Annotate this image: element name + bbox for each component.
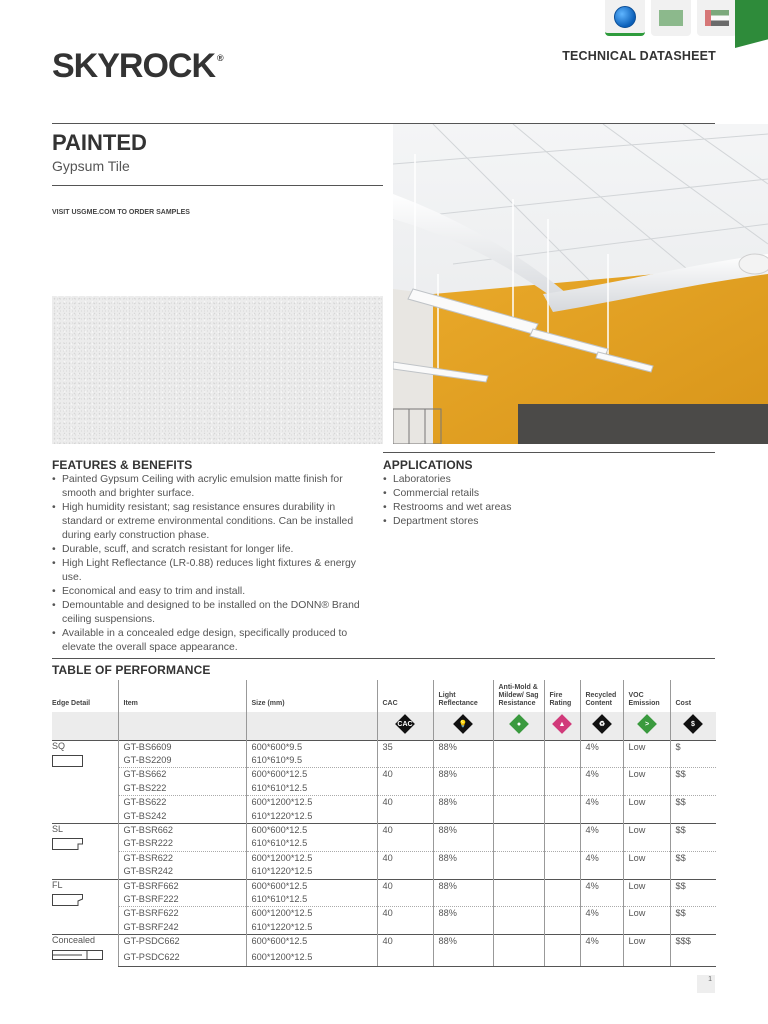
cell-item: GT-BSR662 xyxy=(118,823,246,837)
fire-icon-glyph: ▲ xyxy=(558,720,566,728)
cell-size: 610*610*9.5 xyxy=(246,754,377,768)
col-cost: Cost xyxy=(670,680,716,712)
edge-detail-cell xyxy=(52,740,118,823)
cell-item: GT-BSRF242 xyxy=(118,921,246,935)
cell-cac xyxy=(377,837,433,851)
cell-recycled xyxy=(580,837,623,851)
table-row xyxy=(52,754,716,768)
cell-mold xyxy=(493,796,544,810)
cell-cac: 40 xyxy=(377,823,433,837)
cell-fire xyxy=(544,851,580,865)
cell-cost xyxy=(670,951,716,967)
cell-cost xyxy=(670,893,716,907)
cell-fire xyxy=(544,921,580,935)
cell-size: 600*600*12.5 xyxy=(246,768,377,782)
cell-recycled: 4% xyxy=(580,740,623,754)
cell-recycled: 4% xyxy=(580,907,623,921)
cell-item: GT-BSR622 xyxy=(118,851,246,865)
table-row xyxy=(52,921,716,935)
cell-voc xyxy=(623,951,670,967)
cell-item: GT-BS662 xyxy=(118,768,246,782)
table-row xyxy=(52,740,716,754)
cac-icon xyxy=(395,714,415,734)
cell-light xyxy=(433,782,493,796)
col-size: Size (mm) xyxy=(246,680,377,712)
list-item: • Restrooms and wet areas xyxy=(383,501,683,515)
cell-voc xyxy=(623,837,670,851)
list-item: • Laboratories xyxy=(383,473,683,487)
table-row xyxy=(52,768,716,782)
cell-recycled xyxy=(580,865,623,879)
cell-recycled xyxy=(580,782,623,796)
cell-cost: $$ xyxy=(670,879,716,893)
registered-mark: ® xyxy=(217,53,223,63)
cell-cac: 40 xyxy=(377,768,433,782)
cell-mold xyxy=(493,837,544,851)
cell-item: GT-BS222 xyxy=(118,782,246,796)
cell-mold xyxy=(493,951,544,967)
edge-detail-label: SL xyxy=(52,823,64,834)
cell-cac xyxy=(377,865,433,879)
table-row xyxy=(52,796,716,810)
table-row xyxy=(52,782,716,796)
cell-voc: Low xyxy=(623,740,670,754)
cell-fire xyxy=(544,879,580,893)
cell-fire xyxy=(544,907,580,921)
cell-fire xyxy=(544,810,580,824)
edge-profile-icon xyxy=(52,754,116,772)
cac-icon-glyph: CAC xyxy=(397,720,413,728)
cell-cost xyxy=(670,782,716,796)
document-type: TECHNICAL DATASHEET xyxy=(562,49,716,63)
cell-recycled: 4% xyxy=(580,879,623,893)
list-item: • High humidity resistant; sag resistance ensures durability in standard or extreme environmental conditions. Can be installed during early construction phase. xyxy=(52,501,378,543)
light-bulb-icon-glyph: 💡 xyxy=(458,720,468,728)
cell-voc: Low xyxy=(623,851,670,865)
table-row xyxy=(52,837,716,851)
cell-fire xyxy=(544,893,580,907)
cell-size: 610*1220*12.5 xyxy=(246,810,377,824)
cell-mold xyxy=(493,851,544,865)
cell-recycled xyxy=(580,810,623,824)
applications-list xyxy=(383,473,683,529)
cell-recycled: 4% xyxy=(580,796,623,810)
cell-recycled: 4% xyxy=(580,823,623,837)
cell-mold xyxy=(493,754,544,768)
recycle-icon-glyph: ♻ xyxy=(598,720,605,728)
cell-fire xyxy=(544,837,580,851)
edge-detail-cell xyxy=(52,823,118,879)
cell-item: GT-PSDC622 xyxy=(118,951,246,967)
cell-recycled xyxy=(580,893,623,907)
cell-item: GT-BS2209 xyxy=(118,754,246,768)
cell-fire xyxy=(544,865,580,879)
language-uae-button[interactable] xyxy=(697,0,737,36)
cell-recycled xyxy=(580,951,623,967)
table-row xyxy=(52,810,716,824)
cost-icon-glyph: $ xyxy=(691,720,696,728)
cell-item: GT-BSRF622 xyxy=(118,907,246,921)
cell-fire xyxy=(544,823,580,837)
cell-mold xyxy=(493,823,544,837)
col-item: Item xyxy=(118,680,246,712)
cell-light xyxy=(433,754,493,768)
cell-size: 610*1220*12.5 xyxy=(246,921,377,935)
cell-cac xyxy=(377,754,433,768)
cell-cost: $$ xyxy=(670,907,716,921)
page-number: 1 xyxy=(697,975,715,993)
cell-item: GT-BSR222 xyxy=(118,837,246,851)
cell-cost: $$ xyxy=(670,851,716,865)
divider xyxy=(383,452,715,453)
mold-resistance-icon xyxy=(509,714,529,734)
cell-mold xyxy=(493,935,544,951)
recycle-icon xyxy=(592,714,612,734)
divider xyxy=(52,658,715,659)
col-recycled-content: Recycled Content xyxy=(580,680,623,712)
language-switcher xyxy=(605,0,737,36)
cost-icon xyxy=(683,714,703,734)
cell-light: 88% xyxy=(433,907,493,921)
cell-size: 600*1200*12.5 xyxy=(246,907,377,921)
cell-light xyxy=(433,865,493,879)
cell-size: 610*1220*12.5 xyxy=(246,865,377,879)
light-bulb-icon xyxy=(453,714,473,734)
edge-detail-label: Concealed xyxy=(52,935,96,946)
saudi-flag-icon xyxy=(659,10,683,26)
cell-light: 88% xyxy=(433,851,493,865)
table-row xyxy=(52,879,716,893)
cell-recycled: 4% xyxy=(580,768,623,782)
cell-mold xyxy=(493,865,544,879)
cell-light: 88% xyxy=(433,740,493,754)
cell-light xyxy=(433,951,493,967)
edge-detail-cell xyxy=(52,879,118,935)
cell-mold xyxy=(493,810,544,824)
cell-cac xyxy=(377,810,433,824)
cell-voc: Low xyxy=(623,823,670,837)
cell-cac xyxy=(377,921,433,935)
cell-cost xyxy=(670,754,716,768)
cell-voc xyxy=(623,921,670,935)
cell-voc: Low xyxy=(623,796,670,810)
table-header-row xyxy=(52,680,716,712)
logo-text: SKYROCK xyxy=(52,47,216,85)
col-edge-detail: Edge Detail xyxy=(52,700,91,707)
list-item: • Department stores xyxy=(383,515,683,529)
performance-heading: TABLE OF PERFORMANCE xyxy=(52,663,211,677)
cell-item: GT-BS242 xyxy=(118,810,246,824)
cell-recycled xyxy=(580,921,623,935)
cell-item: GT-BSRF662 xyxy=(118,879,246,893)
col-cac: CAC xyxy=(377,680,433,712)
cell-cost xyxy=(670,810,716,824)
cell-fire xyxy=(544,951,580,967)
cell-voc: Low xyxy=(623,935,670,951)
cell-light: 88% xyxy=(433,879,493,893)
fire-icon xyxy=(552,714,572,734)
cell-fire xyxy=(544,796,580,810)
list-item: • Commercial retails xyxy=(383,487,683,501)
table-row xyxy=(52,823,716,837)
cell-cac xyxy=(377,782,433,796)
cell-light: 88% xyxy=(433,935,493,951)
cell-cac: 40 xyxy=(377,935,433,951)
cell-voc xyxy=(623,810,670,824)
cell-size: 600*600*12.5 xyxy=(246,935,377,951)
edge-profile-icon xyxy=(52,893,116,911)
icon-row xyxy=(52,712,716,740)
cell-voc: Low xyxy=(623,879,670,893)
table-row xyxy=(52,935,716,951)
list-item: • High Light Reflectance (LR-0.88) reduces light fixtures & energy use. xyxy=(52,557,378,585)
cell-light: 88% xyxy=(433,796,493,810)
cell-size: 610*610*12.5 xyxy=(246,893,377,907)
edge-detail-label: FL xyxy=(52,879,63,890)
col-light-reflectance: Light Reflectance xyxy=(433,680,493,712)
cell-mold xyxy=(493,768,544,782)
table-row xyxy=(52,907,716,921)
cell-voc: Low xyxy=(623,907,670,921)
features-list xyxy=(52,473,378,655)
cell-cac: 40 xyxy=(377,851,433,865)
cell-light xyxy=(433,810,493,824)
cell-cost xyxy=(670,837,716,851)
cell-item: GT-BSR242 xyxy=(118,865,246,879)
edge-profile-icon xyxy=(52,837,116,855)
edge-detail-label: SQ xyxy=(52,740,66,751)
cell-cost: $$ xyxy=(670,796,716,810)
list-item: • Painted Gypsum Ceiling with acrylic emulsion matte finish for smooth and brighter surface. xyxy=(52,473,378,501)
cell-light: 88% xyxy=(433,768,493,782)
language-saudi-button[interactable] xyxy=(651,0,691,36)
cell-size: 600*1200*12.5 xyxy=(246,796,377,810)
cell-cost: $$ xyxy=(670,768,716,782)
voc-icon xyxy=(637,714,657,734)
cell-size: 600*600*12.5 xyxy=(246,823,377,837)
table-row xyxy=(52,851,716,865)
cell-mold xyxy=(493,907,544,921)
list-item: • Economical and easy to trim and install. xyxy=(52,585,378,599)
globe-icon xyxy=(614,6,636,28)
cell-fire xyxy=(544,935,580,951)
divider xyxy=(52,185,383,186)
cell-voc xyxy=(623,865,670,879)
cell-cac: 40 xyxy=(377,907,433,921)
cell-cac xyxy=(377,893,433,907)
cell-size: 600*1200*12.5 xyxy=(246,951,377,967)
product-title: PAINTED xyxy=(52,130,147,155)
cell-fire xyxy=(544,754,580,768)
product-subtitle: Gypsum Tile xyxy=(52,158,130,174)
cell-mold xyxy=(493,740,544,754)
brand-corner-tab xyxy=(735,0,768,48)
cell-mold xyxy=(493,782,544,796)
cell-cost: $$$ xyxy=(670,935,716,951)
col-fire-rating: Fire Rating xyxy=(544,680,580,712)
cell-light xyxy=(433,837,493,851)
cell-light: 88% xyxy=(433,823,493,837)
cell-size: 600*600*12.5 xyxy=(246,879,377,893)
cell-voc xyxy=(623,782,670,796)
cell-recycled: 4% xyxy=(580,851,623,865)
col-anti-mold: Anti-Mold & Mildew/ Sag Resistance xyxy=(493,680,544,712)
cell-mold xyxy=(493,921,544,935)
cell-light xyxy=(433,893,493,907)
cell-cac: 35 xyxy=(377,740,433,754)
cell-size: 600*1200*12.5 xyxy=(246,851,377,865)
col-voc-emission: VOC Emission xyxy=(623,680,670,712)
language-global-button[interactable] xyxy=(605,0,645,36)
cell-cost: $ xyxy=(670,740,716,754)
list-item: • Demountable and designed to be installed on the DONN® Brand ceiling suspensions. xyxy=(52,599,378,627)
edge-detail-cell xyxy=(52,935,118,967)
cell-mold xyxy=(493,879,544,893)
cell-cac: 40 xyxy=(377,879,433,893)
cell-fire xyxy=(544,740,580,754)
cell-size: 610*610*12.5 xyxy=(246,837,377,851)
cell-cac: 40 xyxy=(377,796,433,810)
voc-icon-glyph: > xyxy=(644,720,649,728)
features-heading: FEATURES & BENEFITS xyxy=(52,458,193,472)
table-row xyxy=(52,893,716,907)
cell-item: GT-PSDC662 xyxy=(118,935,246,951)
list-item: • Available in a concealed edge design, specifically produced to elevate the overall space appearance. xyxy=(52,627,378,655)
table-row xyxy=(52,951,716,967)
installation-photo xyxy=(393,124,768,444)
cell-fire xyxy=(544,782,580,796)
cell-cac xyxy=(377,951,433,967)
cell-item: GT-BSRF222 xyxy=(118,893,246,907)
cell-mold xyxy=(493,893,544,907)
brand-logo xyxy=(52,47,223,86)
cell-cost xyxy=(670,921,716,935)
tile-texture-image xyxy=(52,296,383,444)
table-row xyxy=(52,865,716,879)
cell-size: 600*600*9.5 xyxy=(246,740,377,754)
cell-cost xyxy=(670,865,716,879)
cell-cost: $$ xyxy=(670,823,716,837)
cell-light xyxy=(433,921,493,935)
cell-size: 610*610*12.5 xyxy=(246,782,377,796)
order-samples-link[interactable]: VISIT USGME.COM TO ORDER SAMPLES xyxy=(52,209,190,216)
uae-flag-icon xyxy=(705,10,729,26)
edge-profile-icon xyxy=(52,948,116,966)
cell-recycled: 4% xyxy=(580,935,623,951)
cell-recycled xyxy=(580,754,623,768)
list-item: • Durable, scuff, and scratch resistant for longer life. xyxy=(52,543,378,557)
applications-heading: APPLICATIONS xyxy=(383,458,473,472)
cell-item: GT-BS6609 xyxy=(118,740,246,754)
cell-voc xyxy=(623,754,670,768)
cell-item: GT-BS622 xyxy=(118,796,246,810)
cell-voc: Low xyxy=(623,768,670,782)
mold-resistance-icon-glyph: ● xyxy=(516,720,521,728)
cell-voc xyxy=(623,893,670,907)
cell-fire xyxy=(544,768,580,782)
performance-table xyxy=(52,680,716,967)
